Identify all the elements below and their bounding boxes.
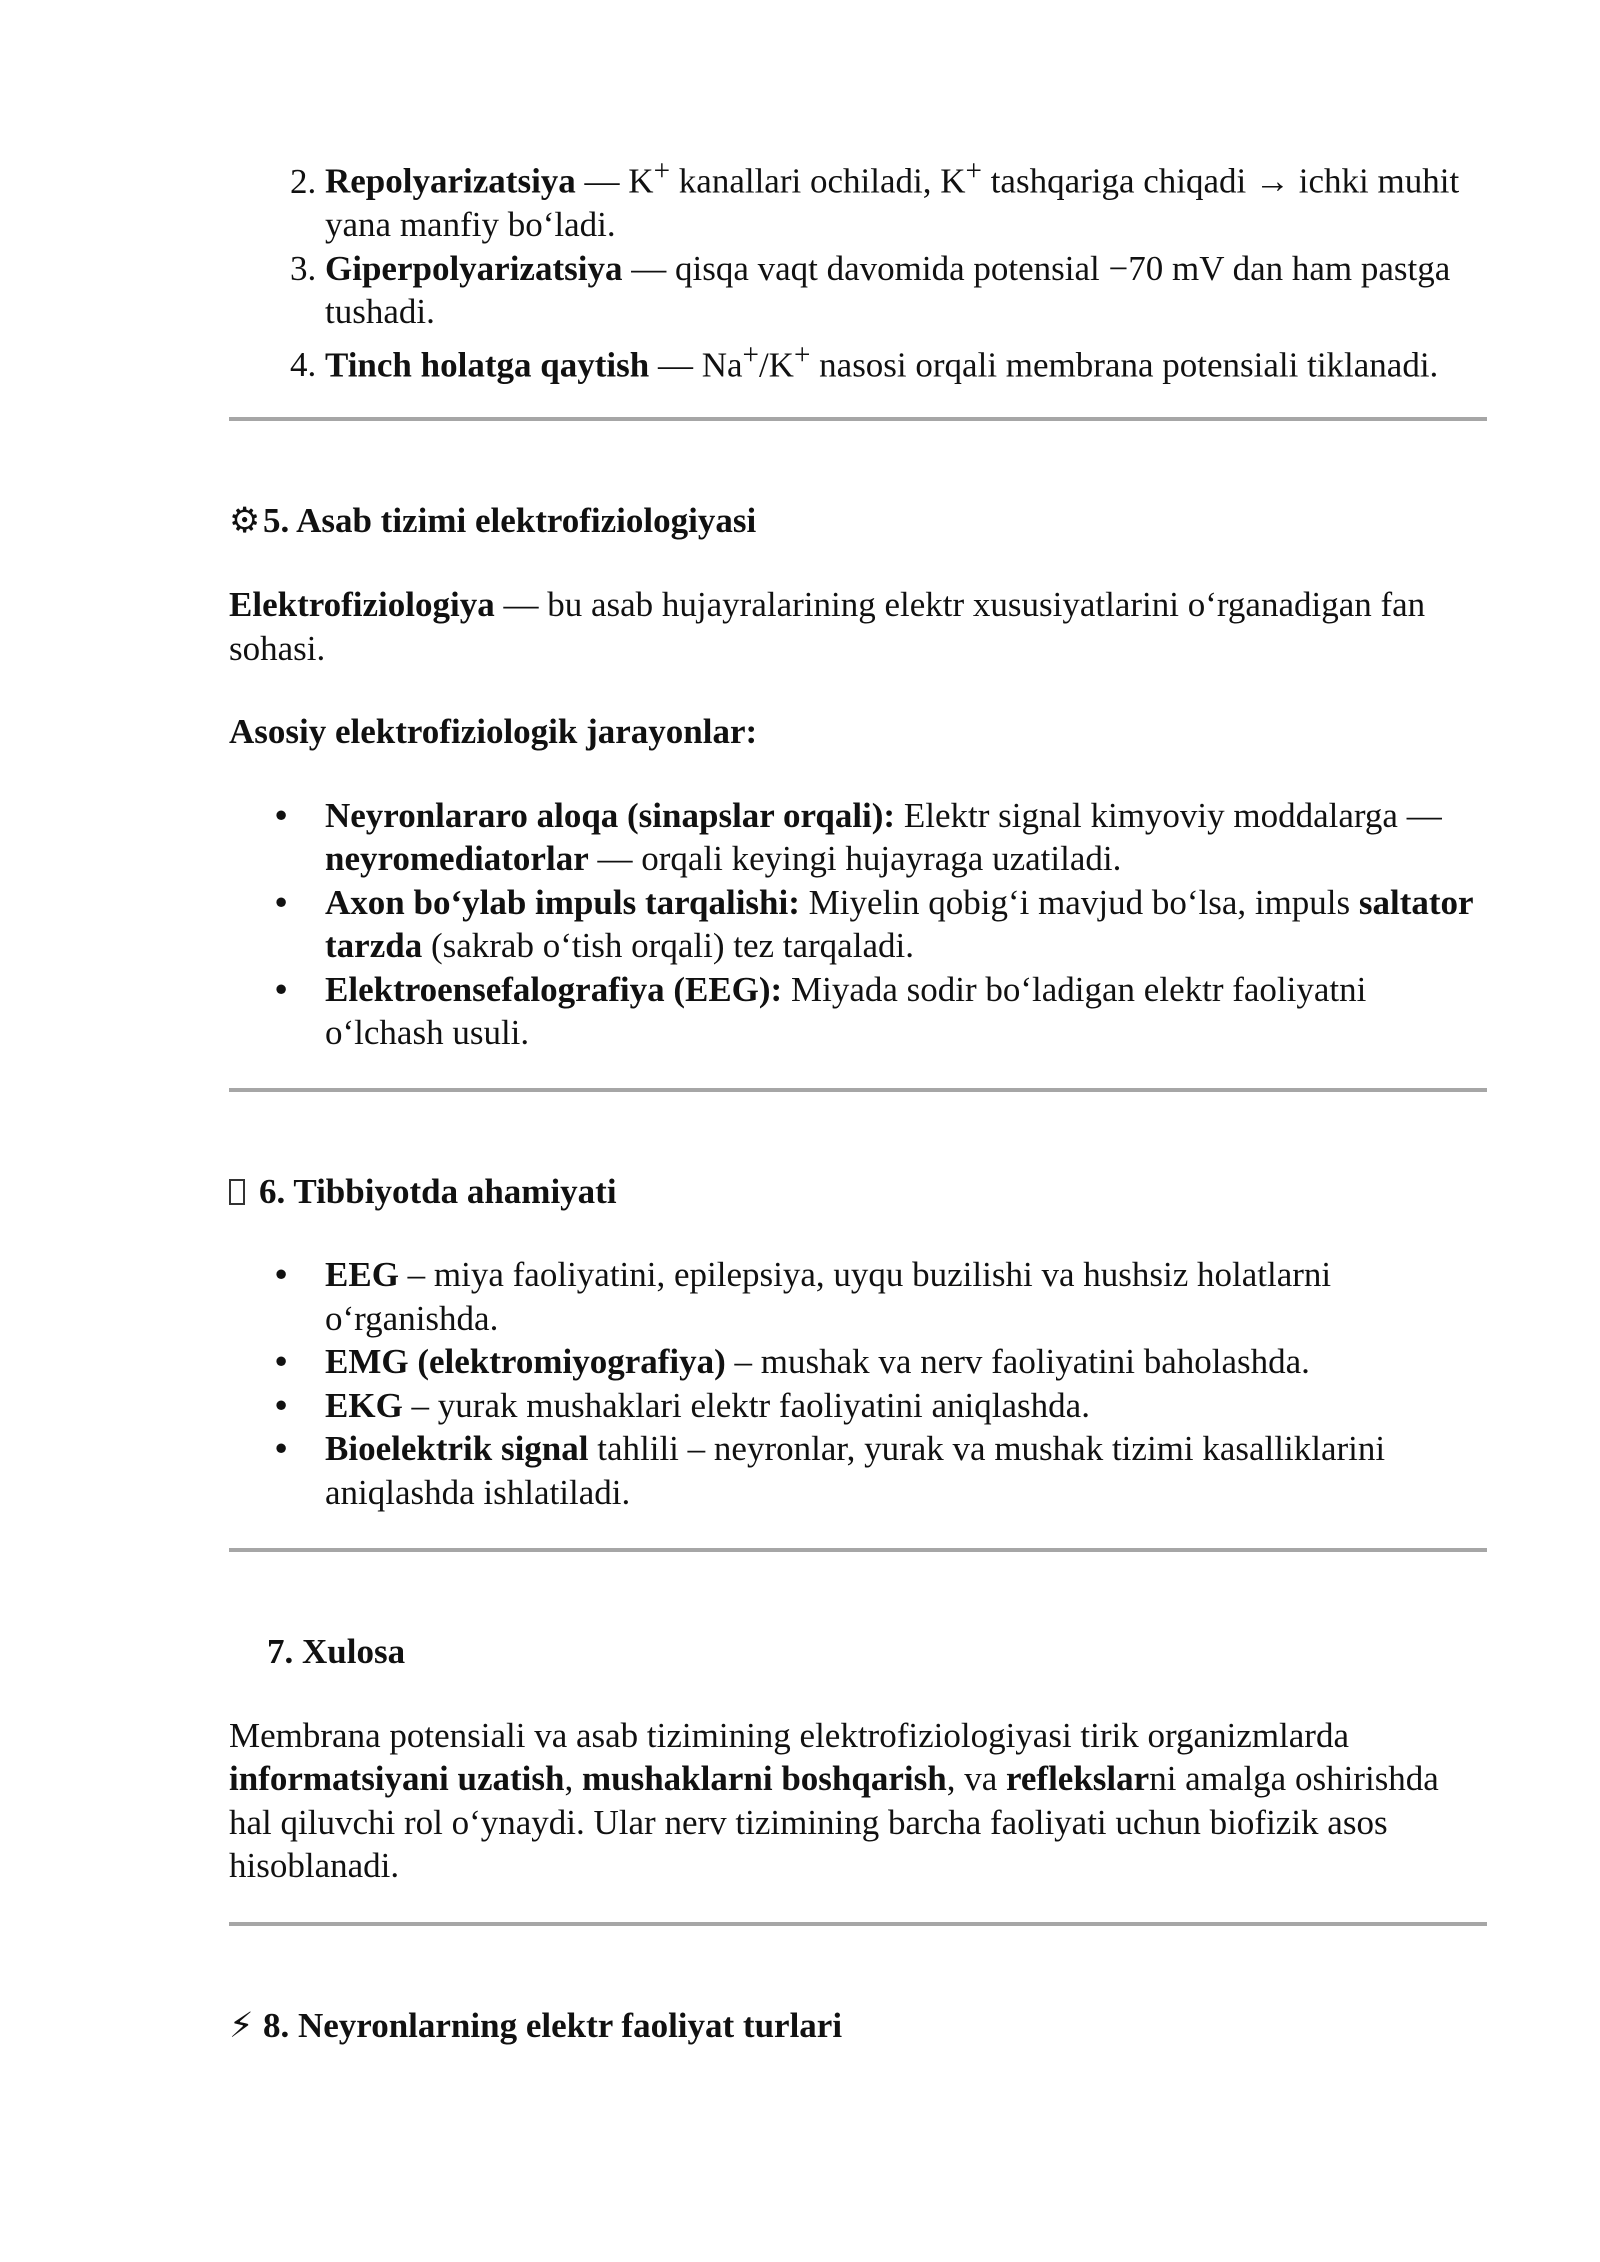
list-item: 4. Tinch holatga qaytish — Na+/K+ nasosi orqali membrana potensiali tiklanadi. xyxy=(325,334,1487,387)
document-content xyxy=(229,150,1487,2048)
action-potential-phases-list xyxy=(229,150,1487,387)
gear-icon: ⚙ xyxy=(229,500,261,541)
processes-list xyxy=(229,794,1487,1055)
subheading: Asosiy elektrofiziologik jarayonlar: xyxy=(229,712,758,752)
list-item: • EMG (elektromiyografiya) – mushak va nerv faoliyatini baholashda. xyxy=(325,1340,1487,1384)
list-item: 3. Giperpolyarizatsiya — qisqa vaqt davomida potensial −70 mV dan ham pastga tushadi. xyxy=(325,247,1487,334)
list-item: 2. Repolyarizatsiya — K+ kanallari ochiladi, K+ tashqariga chiqadi → ichki muhit yana manfiy bo‘ladi. xyxy=(325,150,1487,247)
divider xyxy=(229,1088,1487,1092)
lightning-icon: ⚡ xyxy=(229,2005,254,2046)
list-item: • EKG – yurak mushaklari elektr faoliyatini aniqlashda. xyxy=(325,1384,1487,1428)
definition-paragraph: Elektrofiziologiya — bu asab hujayralarining elektr xususiyatlarini o‘rganadigan fan sohasi. xyxy=(229,585,1426,668)
list-item: • Axon bo‘ylab impuls tarqalishi: Miyelin qobig‘i mavjud bo‘lsa, impuls saltator tarzda (sakrab o‘tish orqali) tez tarqaladi. xyxy=(325,881,1487,968)
section-heading-6: 6. Tibbiyotda ahamiyati xyxy=(229,1170,1487,1214)
divider xyxy=(229,1922,1487,1926)
conclusion-paragraph: Membrana potensiali va asab tizimining elektrofiziologiyasi tirik organizmlarda informatsiyani uzatish, mushaklarni boshqarish, va reflekslarni amalga oshirishda hal qiluvchi rol o‘ynaydi. Ular nerv tizimining barcha faoliyati uchun biofizik asos hisoblanadi. xyxy=(229,1715,1439,1886)
missing-glyph-icon xyxy=(229,1179,245,1205)
medical-uses-list xyxy=(229,1253,1487,1514)
section-heading-5: ⚙5. Asab tizimi elektrofiziologiyasi xyxy=(229,499,1487,544)
list-item: • Bioelektrik signal tahlili – neyronlar, yurak va mushak tizimi kasalliklarini aniqlashda ishlatiladi. xyxy=(325,1427,1487,1514)
divider xyxy=(229,1548,1487,1552)
list-item: • Elektroensefalografiya (EEG): Miyada sodir bo‘ladigan elektr faoliyatni o‘lchash usuli. xyxy=(325,968,1487,1055)
section-heading-7: 7. Xulosa xyxy=(267,1632,406,1672)
list-item: • EEG – miya faoliyatini, epilepsiya, uyqu buzilishi va hushsiz holatlarni o‘rganishda. xyxy=(325,1253,1487,1340)
section-heading-8: ⚡ 8. Neyronlarning elektr faoliyat turlari xyxy=(229,2004,1487,2049)
list-item: • Neyronlararo aloqa (sinapslar orqali): Elektr signal kimyoviy moddalarga — neyromediatorlar — orqali keyingi hujayraga uzatiladi. xyxy=(325,794,1487,881)
divider xyxy=(229,417,1487,421)
